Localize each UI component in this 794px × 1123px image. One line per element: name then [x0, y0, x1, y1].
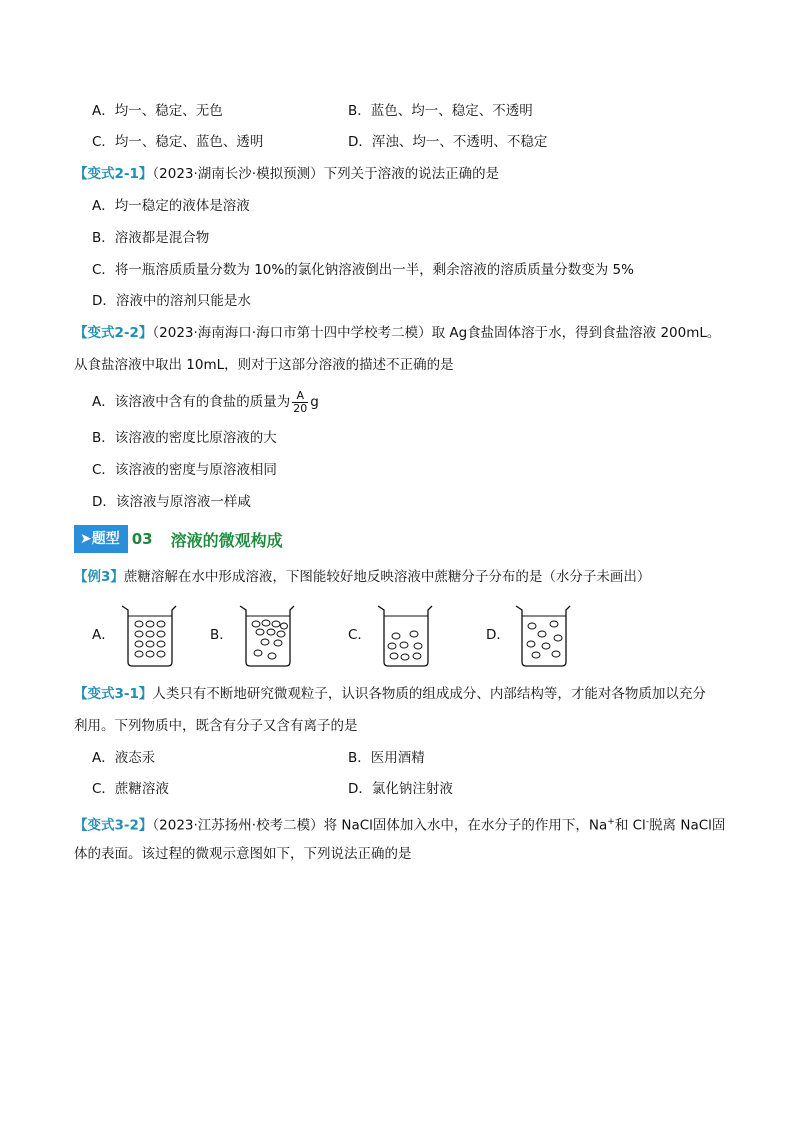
question-tag: 【例3】: [74, 569, 124, 585]
section-header: [74, 525, 283, 553]
option-b: B．蓝色、均一、稳定、不透明: [348, 103, 533, 119]
option-c: C．该溶液的密度与原溶液相同: [92, 462, 277, 478]
option-a: A．液态汞: [92, 750, 156, 766]
fraction: $\frac{A}{20}$: [293, 388, 308, 415]
option-d: D．浑浊、均一、不透明、不稳定: [348, 134, 548, 150]
section-number: 03: [131, 530, 153, 548]
option-b: B．溶液都是混合物: [92, 230, 210, 246]
question-v32-stem: 【变式3-2】（2023·江苏扬州·校考二模）将 NaCl固体加入水中，在水分子的作用下，Na+和 Cl-脱离 NaCl固: [74, 817, 726, 834]
question-v31-stem-cont: 利用。下列物质中，既含有分子又含有离子的是: [74, 718, 358, 734]
option-c: C．蔗糖溶液: [92, 781, 169, 797]
beaker-c-diagram: [374, 602, 438, 668]
beaker-label-d: D．: [486, 627, 510, 643]
section-badge: ➤题型: [74, 525, 128, 553]
beaker-b-diagram: [236, 602, 300, 668]
option-a: A．均一稳定的液体是溶液: [92, 198, 250, 214]
question-v32-stem-cont: 体的表面。该过程的微观示意图如下，下列说法正确的是: [74, 846, 412, 862]
question-ex3-stem: 【例3】蔗糖溶解在水中形成溶液，下图能较好地反映溶液中蔗糖分子分布的是（水分子未画出）: [74, 569, 651, 585]
option-d: D．氯化钠注射液: [348, 781, 453, 797]
option-a: A．均一、稳定、无色: [92, 103, 223, 119]
beaker-label-c: C．: [348, 627, 371, 643]
question-tag: 【变式2-1】: [74, 166, 153, 182]
question-tag: 【变式3-1】: [74, 686, 153, 702]
section-title: 溶液的微观构成: [170, 530, 283, 550]
question-v22-stem: 【变式2-2】（2023·海南海口·海口市第十四中学校考二模）取 Ag食盐固体溶于水，得到食盐溶液 200mL。: [74, 325, 721, 341]
option-c: C．将一瓶溶质质量分数为 10%的氯化钠溶液倒出一半，剩余溶液的溶质质量分数变为 5%: [92, 262, 634, 278]
question-tag: 【变式2-2】: [74, 325, 153, 341]
option-d: D．溶液中的溶剂只能是水: [92, 293, 251, 309]
option-d: D．该溶液与原溶液一样咸: [92, 494, 251, 510]
question-tag: 【变式3-2】: [74, 817, 153, 834]
option-c: C．均一、稳定、蓝色、透明: [92, 134, 264, 150]
beaker-d-diagram: [512, 602, 576, 668]
option-b: B．该溶液的密度比原溶液的大: [92, 430, 277, 446]
question-v22-stem-cont: 从食盐溶液中取出 10mL，则对于这部分溶液的描述不正确的是: [74, 357, 454, 373]
option-b: B．医用酒精: [348, 750, 425, 766]
beaker-label-a: A．: [92, 627, 115, 643]
question-v21-stem: 【变式2-1】（2023·湖南长沙·模拟预测）下列关于溶液的说法正确的是: [74, 166, 500, 182]
question-v31-stem: 【变式3-1】人类只有不断地研究微观粒子，认识各物质的组成成分、内部结构等，才能对各物质加以充分: [74, 686, 706, 702]
beaker-a-diagram: [118, 602, 182, 668]
option-a: A．该溶液中含有的食盐的质量为 $\frac{A}{20}$ g: [92, 388, 319, 415]
beaker-label-b: B．: [210, 627, 233, 643]
